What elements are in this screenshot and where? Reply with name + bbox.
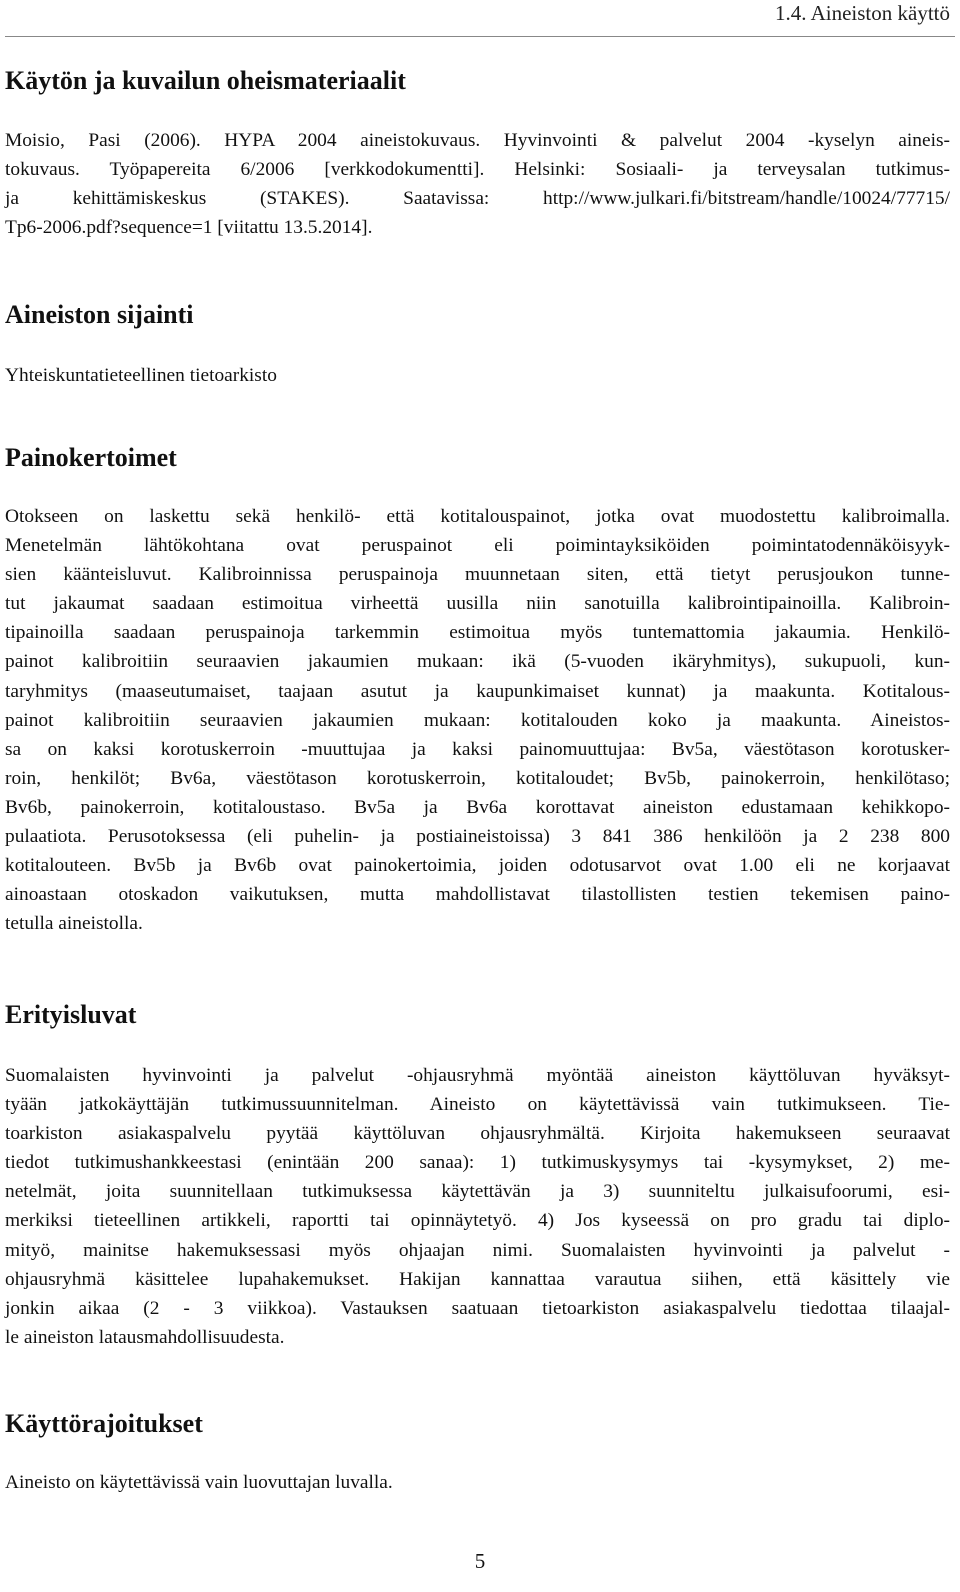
text-line: merkiksi tieteellinen artikkeli, raportti tai opinnäytetyö. 4) Jos kyseessä on pro gradu tai diplo-: [5, 1210, 950, 1232]
running-header: 1.4. Aineiston käyttö: [775, 1, 950, 25]
text-line: tyään jatkokäyttäjän tutkimussuunnitelman. Aineisto on käytettävissä vain tutkimukseen. Tie-: [5, 1094, 950, 1116]
paragraph-special-permits: [5, 1061, 950, 1352]
heading-dataset-location: Aineiston sijainti: [5, 300, 194, 329]
text-line: toarkiston asiakaspalvelu pyytää käyttöluvan ohjausryhmältä. Kirjoita hakemukseen seuraavat: [5, 1123, 950, 1145]
text-line: jonkin aikaa (2 - 3 viikkoa). Vastauksen saatuaan tietoarkiston asiakaspalvelu tiedottaa tilaajal-: [5, 1297, 950, 1319]
text-line: Suomalaisten hyvinvointi ja palvelut -ohjausryhmä myöntää aineiston käyttöluvan hyväksyt-: [5, 1065, 950, 1086]
text-line: taryhmitys (maaseutumaiset, taajaan asutut ja kaupunkimaiset kunnat) ja maakunta. Kotitalous-: [5, 680, 950, 702]
text-line: ainoastaan otoskadon vaikutuksen, mutta mahdollistavat tilastollisten testien tekemisen paino-: [5, 884, 950, 906]
heading-usage-restrictions: Käyttörajoitukset: [5, 1409, 203, 1438]
text-line: le aineiston latausmahdollisuudesta.: [5, 1326, 285, 1348]
text-line: Aineisto on käytettävissä vain luovuttajan luvalla.: [5, 1472, 393, 1493]
text-line: ohjausryhmä käsittelee lupahakemukset. Hakijan kannattaa varautua siihen, että käsittely vie: [5, 1268, 950, 1290]
text-line: Menetelmän lähtökohtana ovat peruspainot eli poimintayksiköiden poimintatodennäköisyyk-: [5, 535, 950, 557]
text-line: kotitalouteen. Bv5b ja Bv6b ovat painokertoimia, joiden odotusarvot ovat 1.00 eli ne korjaavat: [5, 855, 950, 877]
text-line: ja kehittämiskeskus (STAKES). Saatavissa: http://www.julkari.fi/bitstream/handle/10024/77715/: [5, 188, 950, 210]
heading-weights: Painokertoimet: [5, 443, 177, 472]
paragraph-usage-restrictions: [5, 1468, 950, 1497]
text-line: tut jakaumat saadaan estimoitua virheettä uusilla niin sanotuilla kalibrointipainoilla. Kalibroin-: [5, 593, 950, 615]
text-line: mityö, mainitse hakemuksessasi myös ohjaajan nimi. Suomalaisten hyvinvointi ja palvelut -: [5, 1239, 950, 1261]
text-line: sa on kaksi korotuskerroin -muuttujaa ja kaksi painomuuttujaa: Bv5a, väestötason korotusker-: [5, 738, 950, 760]
text-line: sien käänteisluvut. Kalibroinnissa peruspainoja muunnetaan siten, että tietyt perusjoukon tunne-: [5, 564, 950, 586]
header-rule: [5, 36, 955, 37]
paragraph-dataset-location: [5, 361, 950, 390]
text-line: netelmät, joita suunnitellaan tutkimuksessa käytettävän ja 3) suunniteltu julkaisufoorumi, esi-: [5, 1181, 950, 1203]
paragraph-weights: [5, 502, 950, 938]
paragraph-supplementary-material: [5, 126, 950, 242]
text-line: painot kalibroitiin seuraavien jakaumien mukaan: ikä (5-vuoden ikäryhmitys), sukupuoli, kun-: [5, 651, 950, 673]
text-line: pulaatiota. Perusotoksessa (eli puhelin- ja postiaineistoissa) 3 841 386 henkilöön ja 2 238 800: [5, 826, 950, 848]
text-line: tipainoilla saadaan peruspainoja tarkemmin estimoitua myös tuntemattomia jakaumia. Henkilö-: [5, 622, 950, 644]
text-line: Otokseen on laskettu sekä henkilö- että kotitalouspainot, jotka ovat muodostettu kalibroimalla.: [5, 506, 950, 527]
text-line: painot kalibroitiin seuraavien jakaumien mukaan: kotitalouden koko ja maakunta. Aineistos-: [5, 709, 950, 731]
text-line: tetulla aineistolla.: [5, 913, 143, 935]
text-line: Yhteiskuntatieteellinen tietoarkisto: [5, 365, 277, 386]
text-line: Tp6-2006.pdf?sequence=1 [viitattu 13.5.2014].: [5, 217, 373, 239]
text-line: roin, henkilöt; Bv6a, väestötason korotuskerroin, kotitaloudet; Bv5b, painokerroin, henkilötaso;: [5, 767, 950, 789]
heading-special-permits: Erityisluvat: [5, 1000, 137, 1029]
text-line: Moisio, Pasi (2006). HYPA 2004 aineistokuvaus. Hyvinvointi & palvelut 2004 -kyselyn aineis-: [5, 130, 950, 151]
text-line: tiedot tutkimushankkeestasi (enintään 200 sanaa): 1) tutkimuskysymys tai -kysymykset, 2) me-: [5, 1152, 950, 1174]
heading-supplementary-material: Käytön ja kuvailun oheismateriaalit: [5, 66, 406, 95]
text-line: Bv6b, painokerroin, kotitaloustaso. Bv5a ja Bv6a korottavat aineiston edustamaan kehikkopo-: [5, 796, 950, 818]
text-line: tokuvaus. Työpapereita 6/2006 [verkkodokumentti]. Helsinki: Sosiaali- ja terveysalan tutkimus-: [5, 159, 950, 181]
page-number: 5: [474, 1549, 486, 1573]
